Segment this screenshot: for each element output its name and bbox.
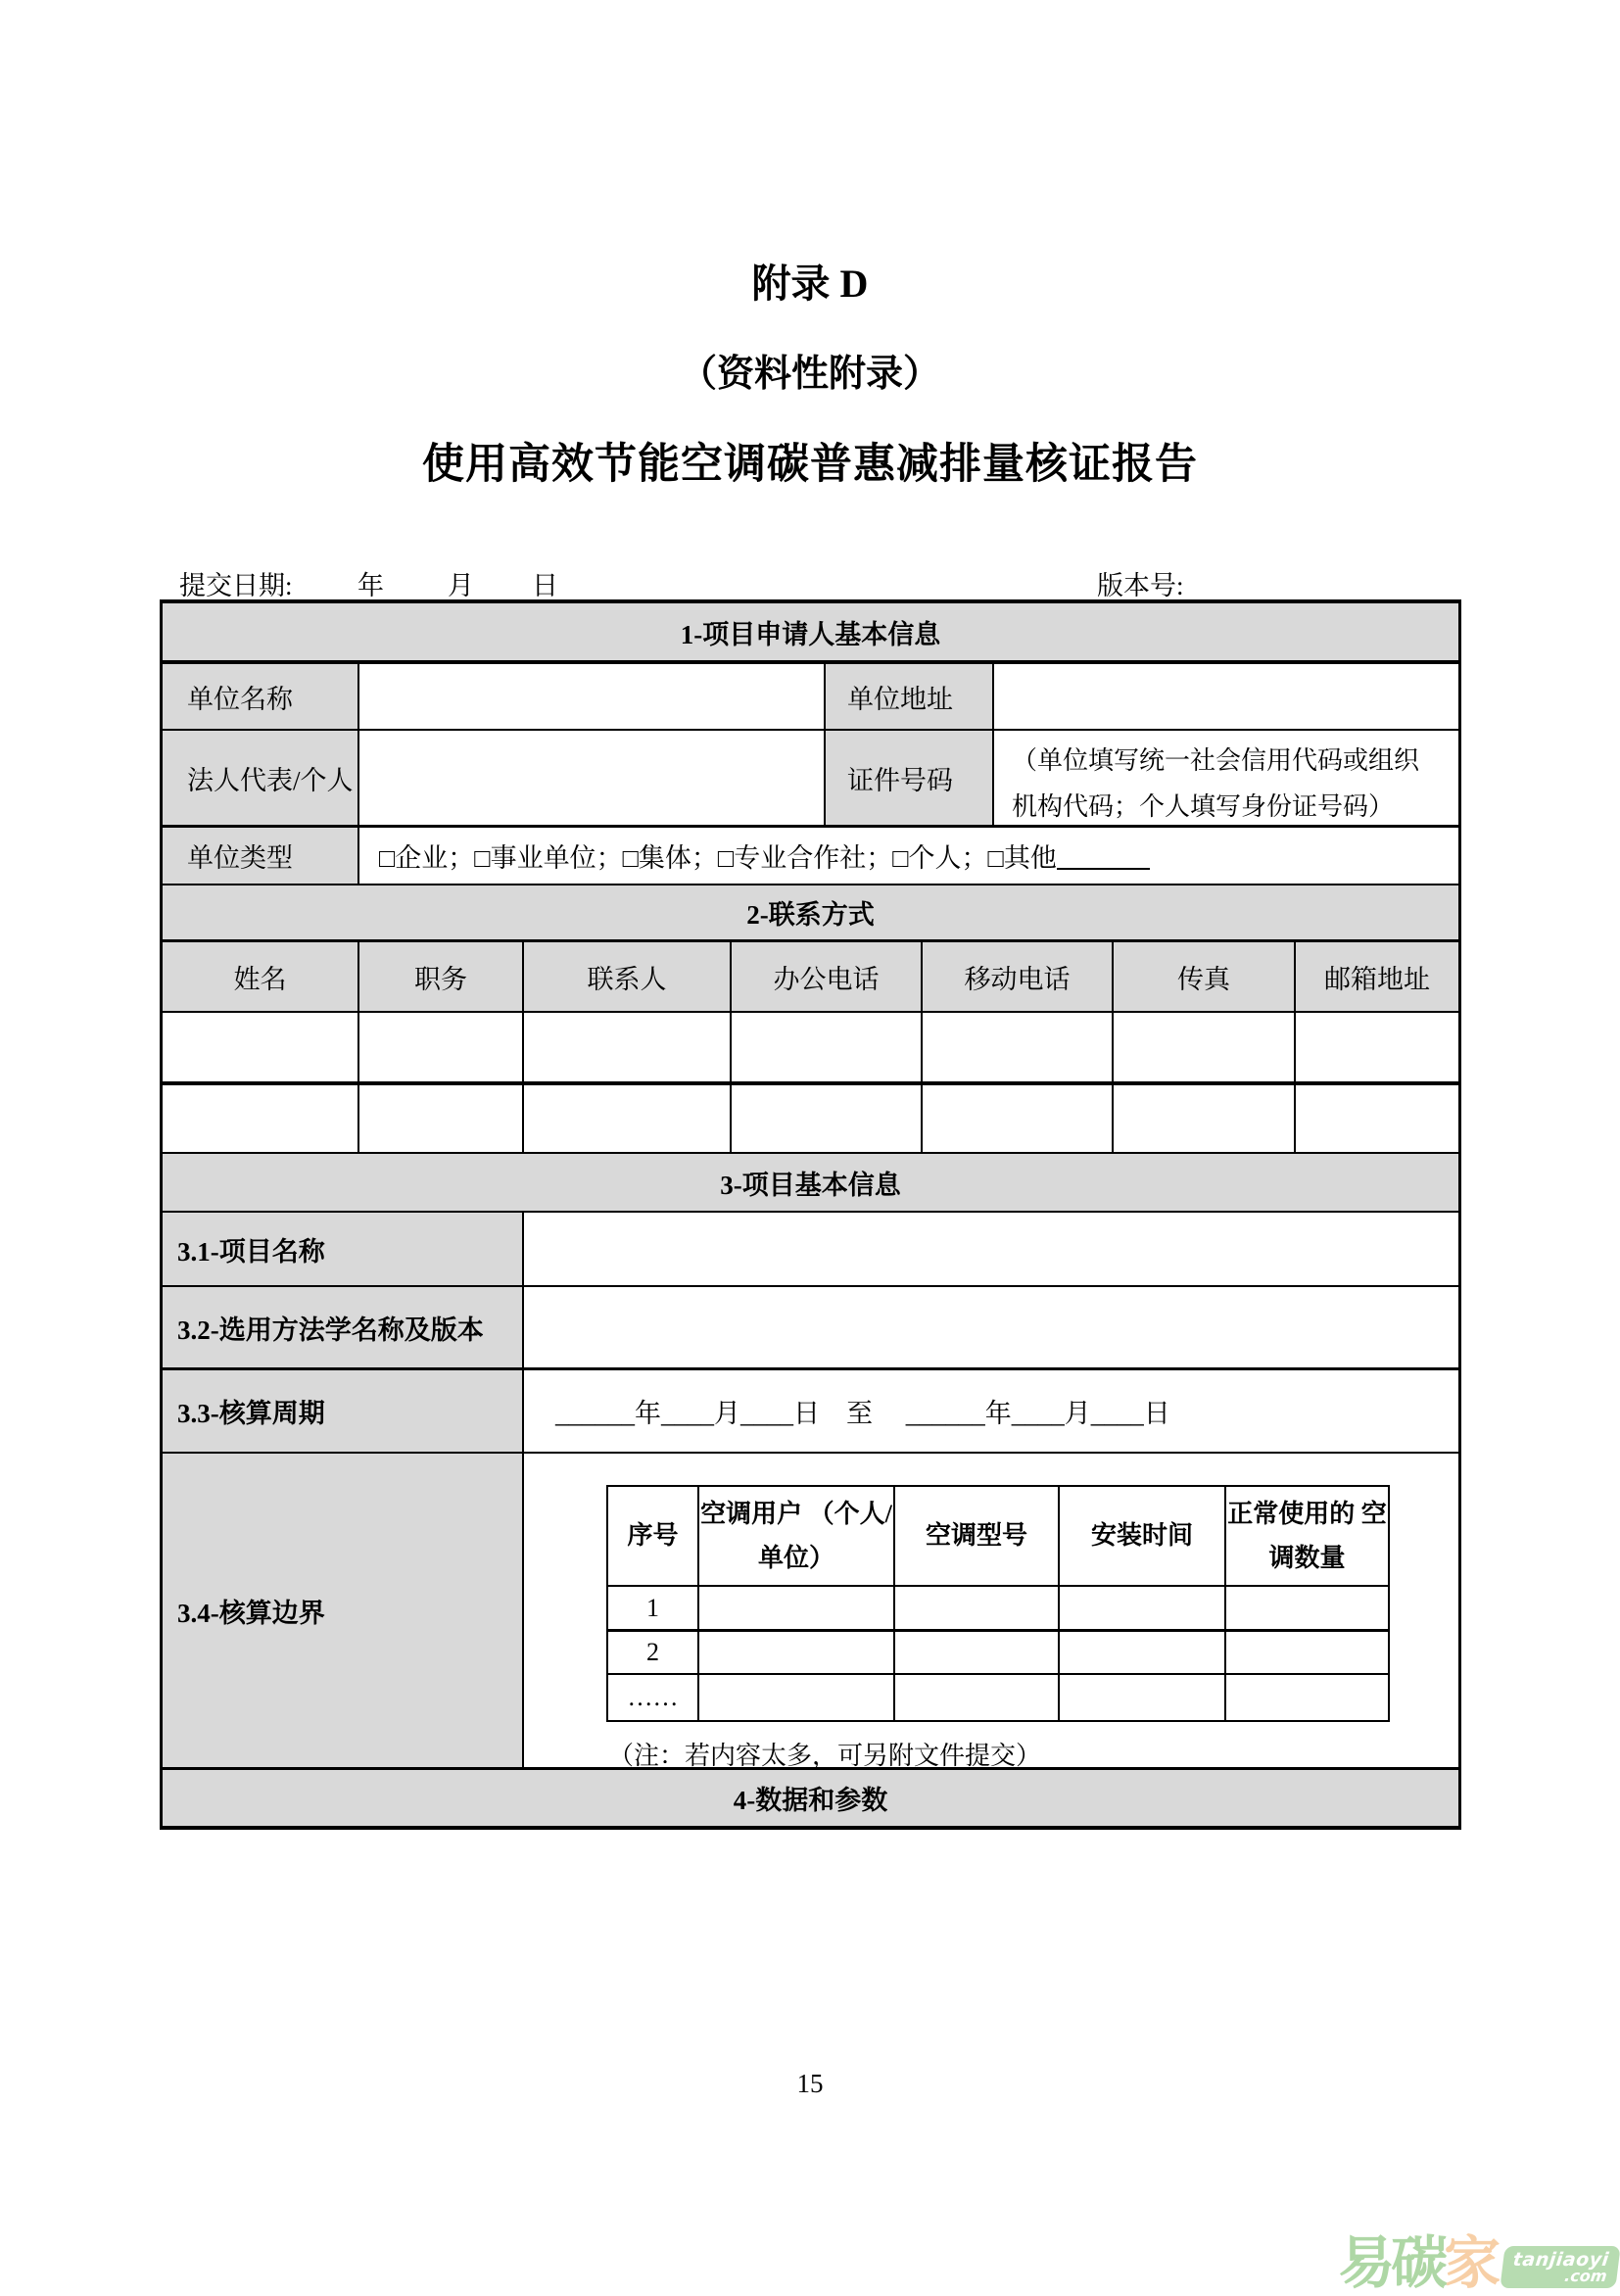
contact-cell [163, 1013, 357, 1081]
contact-col-contact-person: 联系人 [522, 942, 730, 1011]
date-day-label: 日 [532, 571, 558, 600]
boundary-cell [1058, 1632, 1224, 1673]
boundary-col-model: 空调型号 [893, 1487, 1058, 1585]
section4-header: 4-数据和参数 [163, 1770, 1458, 1826]
accounting-boundary-label: 3.4-核算边界 [163, 1454, 522, 1767]
boundary-cell [893, 1632, 1058, 1673]
boundary-table [606, 1485, 1390, 1722]
unit-type-label: 单位类型 [163, 828, 357, 884]
watermark-char-jia: 家 [1444, 2229, 1501, 2296]
legal-rep-row [163, 729, 1458, 825]
contact-cell [1294, 1013, 1458, 1081]
watermark-char-yi: 易 [1338, 2229, 1396, 2296]
date-month-label: 月 [448, 571, 474, 600]
methodology-label: 3.2-选用方法学名称及版本 [163, 1287, 522, 1367]
boundary-cell [697, 1675, 893, 1720]
unit-type-blank-line [1057, 841, 1150, 870]
contact-cell [163, 1085, 357, 1152]
contact-cell [730, 1013, 921, 1081]
boundary-col-user: 空调用户 （个人/单位） [697, 1487, 893, 1585]
accounting-period-value: ______年____月____日 至 ______年____月____日 [522, 1370, 1458, 1452]
boundary-row-index: …… [627, 1683, 679, 1712]
contact-cell [1112, 1085, 1294, 1152]
contact-col-email: 邮箱地址 [1294, 942, 1458, 1011]
boundary-cell [1058, 1675, 1224, 1720]
project-name-row [163, 1211, 1458, 1285]
unit-name-label: 单位名称 [163, 664, 357, 729]
cert-number-note: （单位填写统一社会信用代码或组织机构代码；个人填写身份证号码） [992, 731, 1458, 825]
boundary-cell [1058, 1587, 1224, 1629]
application-form-table [160, 599, 1461, 1830]
contact-cell [1294, 1085, 1458, 1152]
project-name-value-cell [522, 1213, 1458, 1285]
contact-empty-row-2 [163, 1081, 1458, 1152]
cert-number-label: 证件号码 [824, 731, 992, 825]
unit-address-label: 单位地址 [824, 664, 992, 729]
watermark-domain-tld: .com [1563, 2267, 1609, 2285]
boundary-row-more [608, 1673, 1388, 1720]
boundary-row-index: 2 [646, 1638, 659, 1667]
contact-col-fax: 传真 [1112, 942, 1294, 1011]
legal-rep-label: 法人代表/个人 [163, 731, 357, 825]
contact-col-name: 姓名 [163, 942, 357, 1011]
contact-col-office-phone: 办公电话 [730, 942, 921, 1011]
boundary-row-1 [608, 1585, 1388, 1629]
version-label: 版本号: [1097, 571, 1184, 600]
section1-header-row [163, 603, 1458, 660]
section2-header-row [163, 884, 1458, 939]
contact-cell [357, 1013, 522, 1081]
unit-name-row [163, 660, 1458, 729]
boundary-col-install-time: 安装时间 [1058, 1487, 1224, 1585]
boundary-cell [893, 1587, 1058, 1629]
unit-type-value-cell [357, 828, 1458, 884]
contact-cell [921, 1085, 1112, 1152]
boundary-row-index: 1 [646, 1593, 659, 1622]
watermark-logo [1338, 2229, 1618, 2296]
legal-rep-value-cell [357, 731, 824, 825]
boundary-cell [893, 1675, 1058, 1720]
boundary-cell [1224, 1632, 1388, 1673]
unit-type-row [163, 825, 1458, 884]
accounting-boundary-value-cell [522, 1454, 1458, 1770]
project-name-label: 3.1-项目名称 [163, 1213, 522, 1285]
contact-cell [522, 1085, 730, 1152]
boundary-cell [697, 1632, 893, 1673]
boundary-row-2 [608, 1629, 1388, 1673]
watermark-char-tan: 碳 [1391, 2229, 1449, 2296]
contact-cell [357, 1085, 522, 1152]
contact-empty-row-1 [163, 1011, 1458, 1081]
section2-header: 2-联系方式 [163, 885, 1458, 939]
contact-col-position: 职务 [357, 942, 522, 1011]
watermark-domain-text: tanjiaoyi [1511, 2249, 1611, 2271]
meta-row [160, 564, 1461, 598]
methodology-row [163, 1285, 1458, 1367]
boundary-note: （注：若内容太多，可另附文件提交） [608, 1742, 1042, 1770]
page-number: 15 [796, 2069, 824, 2098]
section3-header: 3-项目基本信息 [163, 1154, 1458, 1211]
submit-date-label: 提交日期: [179, 571, 293, 600]
contact-cell [1112, 1013, 1294, 1081]
boundary-col-quantity: 正常使用的 空调数量 [1224, 1487, 1388, 1585]
accounting-period-label: 3.3-核算周期 [163, 1370, 522, 1452]
accounting-boundary-row [163, 1452, 1458, 1770]
boundary-header-row [608, 1487, 1388, 1585]
contact-col-mobile-phone: 移动电话 [921, 942, 1112, 1011]
section1-header: 1-项目申请人基本信息 [163, 603, 1458, 660]
boundary-cell [1224, 1675, 1388, 1720]
section4-header-row [163, 1767, 1458, 1826]
unit-name-value-cell [357, 664, 824, 729]
methodology-value-cell [522, 1287, 1458, 1367]
accounting-period-row [163, 1367, 1458, 1452]
contact-cell [522, 1013, 730, 1081]
boundary-cell [697, 1587, 893, 1629]
page-title-subtitle: （资料性附录） [679, 354, 940, 395]
date-year-label: 年 [357, 571, 384, 600]
contact-cell [921, 1013, 1112, 1081]
section3-header-row [163, 1152, 1458, 1211]
page-title-appendix: 附录 D [751, 262, 869, 306]
watermark-domain-badge [1501, 2246, 1620, 2288]
contact-header-row [163, 939, 1458, 1011]
boundary-col-index: 序号 [627, 1521, 679, 1551]
unit-address-value-cell [992, 664, 1458, 729]
contact-cell [730, 1085, 921, 1152]
unit-type-options: □企业；□事业单位；□集体；□专业合作社；□个人；□其他 [379, 843, 1057, 873]
boundary-cell [1224, 1587, 1388, 1629]
page-title-main: 使用高效节能空调碳普惠减排量核证报告 [422, 442, 1198, 488]
